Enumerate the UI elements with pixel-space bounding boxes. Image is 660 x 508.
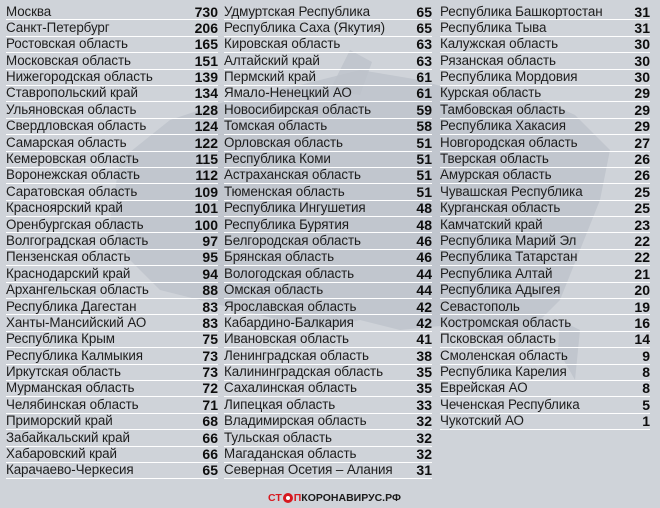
region-name: Республика Крым xyxy=(6,331,115,347)
region-name: Новосибирская область xyxy=(224,101,372,117)
region-name: Мурманская область xyxy=(6,380,135,396)
table-row xyxy=(6,250,218,266)
table-row xyxy=(224,233,432,249)
case-count: 32 xyxy=(416,429,432,446)
table-row xyxy=(6,414,218,430)
region-name: Тульская область xyxy=(224,429,332,445)
region-name: Республика Ингушетия xyxy=(224,200,366,216)
region-name: Красноярский край xyxy=(6,200,123,216)
case-count: 59 xyxy=(416,101,432,118)
table-row xyxy=(224,414,432,430)
table-row xyxy=(6,447,218,463)
region-name: Ханты-Мансийский АО xyxy=(6,314,147,330)
table-row xyxy=(440,217,650,233)
case-count: 35 xyxy=(416,380,432,397)
table-row xyxy=(224,4,432,20)
table-row xyxy=(440,233,650,249)
case-count: 42 xyxy=(416,314,432,331)
region-name: Свердловская область xyxy=(6,118,147,134)
region-name: Республика Адыгея xyxy=(440,282,561,298)
column-3 xyxy=(440,4,650,430)
region-name: Воронежская область xyxy=(6,167,140,183)
table-row xyxy=(224,152,432,168)
case-count: 30 xyxy=(634,36,650,53)
table-row xyxy=(440,266,650,282)
region-name: Иркутская область xyxy=(6,364,121,380)
region-name: Республика Мордовия xyxy=(440,69,578,85)
table-row xyxy=(6,86,218,102)
case-count: 44 xyxy=(416,265,432,282)
region-name: Республика Калмыкия xyxy=(6,347,143,363)
table-row xyxy=(6,315,218,331)
logo-site-text: КОРОНАВИРУС.РФ xyxy=(301,492,401,504)
case-count: 16 xyxy=(634,314,650,331)
case-count: 122 xyxy=(194,134,218,151)
table-row xyxy=(224,266,432,282)
region-name: Амурская область xyxy=(440,167,552,183)
region-name: Ивановская область xyxy=(224,331,349,347)
case-count: 25 xyxy=(634,200,650,217)
case-count: 73 xyxy=(202,347,218,364)
table-row xyxy=(224,332,432,348)
table-row xyxy=(6,37,218,53)
region-name: Тверская область xyxy=(440,151,549,167)
region-name: Чукотский АО xyxy=(440,413,524,429)
case-count: 730 xyxy=(194,3,218,20)
case-count: 32 xyxy=(416,413,432,430)
region-name: Магаданская область xyxy=(224,446,357,462)
region-name: Забайкальский край xyxy=(6,429,130,445)
region-name: Калужская область xyxy=(440,36,559,52)
region-name: Смоленская область xyxy=(440,347,568,363)
region-name: Камчатский край xyxy=(440,216,543,232)
table-row xyxy=(440,315,650,331)
region-name: Псковская область xyxy=(440,331,556,347)
table-row xyxy=(440,70,650,86)
region-name: Севастополь xyxy=(440,298,520,314)
case-count: 8 xyxy=(642,380,650,397)
region-name: Пензенская область xyxy=(6,249,131,265)
region-name: Алтайский край xyxy=(224,52,320,68)
table-row xyxy=(224,365,432,381)
case-count: 72 xyxy=(202,380,218,397)
region-name: Приморский край xyxy=(6,413,113,429)
table-row xyxy=(224,315,432,331)
region-name: Нижегородская область xyxy=(6,69,153,85)
region-name: Республика Дагестан xyxy=(6,298,137,314)
region-name: Республика Бурятия xyxy=(224,216,349,232)
case-count: 63 xyxy=(416,36,432,53)
case-count: 51 xyxy=(416,183,432,200)
case-count: 68 xyxy=(202,413,218,430)
case-count: 48 xyxy=(416,200,432,217)
region-name: Костромская область xyxy=(440,314,572,330)
region-name: Республика Марий Эл xyxy=(440,232,577,248)
region-name: Волгоградская область xyxy=(6,232,149,248)
region-name: Республика Тыва xyxy=(440,19,547,35)
case-count: 44 xyxy=(416,282,432,299)
table-row xyxy=(224,397,432,413)
case-count: 23 xyxy=(634,216,650,233)
table-row xyxy=(6,53,218,69)
region-name: Ямало-Ненецкий АО xyxy=(224,85,352,101)
table-row xyxy=(440,168,650,184)
case-count: 61 xyxy=(416,69,432,86)
table-row xyxy=(6,332,218,348)
table-row xyxy=(6,365,218,381)
case-count: 26 xyxy=(634,151,650,168)
table-row xyxy=(6,463,218,479)
table-row xyxy=(224,53,432,69)
table-row xyxy=(224,283,432,299)
case-count: 75 xyxy=(202,331,218,348)
region-name: Томская область xyxy=(224,118,328,134)
region-name: Москва xyxy=(6,3,52,19)
case-count: 41 xyxy=(416,331,432,348)
table-row xyxy=(224,37,432,53)
table-row xyxy=(440,332,650,348)
table-row xyxy=(6,70,218,86)
case-count: 97 xyxy=(202,232,218,249)
column-1 xyxy=(6,4,218,479)
region-name: Омская область xyxy=(224,282,324,298)
case-count: 66 xyxy=(202,429,218,446)
case-count: 20 xyxy=(634,282,650,299)
case-count: 65 xyxy=(416,19,432,36)
region-name: Ростовская область xyxy=(6,36,128,52)
region-name: Карачаево-Черкесия xyxy=(6,462,134,478)
table-row xyxy=(440,381,650,397)
case-count: 14 xyxy=(634,331,650,348)
region-name: Новгородская область xyxy=(440,134,578,150)
table-row xyxy=(224,381,432,397)
table-row xyxy=(440,135,650,151)
table-row xyxy=(440,397,650,413)
region-name: Ярославская область xyxy=(224,298,357,314)
case-count: 38 xyxy=(416,347,432,364)
case-count: 73 xyxy=(202,364,218,381)
table-row xyxy=(440,184,650,200)
region-name: Чувашская Республика xyxy=(440,183,583,199)
region-name: Кировская область xyxy=(224,36,341,52)
case-count: 21 xyxy=(634,265,650,282)
region-name: Орловская область xyxy=(224,134,343,150)
case-count: 115 xyxy=(195,151,218,168)
table-row xyxy=(224,201,432,217)
region-name: Хабаровский край xyxy=(6,446,117,462)
table-row xyxy=(6,184,218,200)
case-count: 33 xyxy=(416,396,432,413)
region-name: Оренбургская область xyxy=(6,216,144,232)
table-row xyxy=(6,135,218,151)
table-row xyxy=(6,119,218,135)
case-count: 83 xyxy=(202,298,218,315)
region-name: Тамбовская область xyxy=(440,101,566,117)
table-row xyxy=(224,135,432,151)
case-count: 1 xyxy=(642,413,650,430)
table-row xyxy=(224,168,432,184)
table-row xyxy=(6,168,218,184)
table-row xyxy=(6,20,218,36)
case-count: 29 xyxy=(634,85,650,102)
case-count: 29 xyxy=(634,118,650,135)
table-row xyxy=(440,119,650,135)
case-count: 101 xyxy=(194,200,218,217)
case-count: 134 xyxy=(194,85,218,102)
table-row xyxy=(440,102,650,118)
case-count: 22 xyxy=(634,232,650,249)
region-name: Брянская область xyxy=(224,249,334,265)
case-count: 42 xyxy=(416,298,432,315)
case-count: 5 xyxy=(642,396,650,413)
table-row xyxy=(6,430,218,446)
case-count: 46 xyxy=(416,249,432,266)
region-name: Республика Хакасия xyxy=(440,118,566,134)
region-name: Тюменская область xyxy=(224,183,345,199)
table-row xyxy=(440,283,650,299)
table-row xyxy=(224,250,432,266)
table-row xyxy=(6,4,218,20)
region-name: Республика Коми xyxy=(224,151,331,167)
table-row xyxy=(6,102,218,118)
table-row xyxy=(6,283,218,299)
table-row xyxy=(224,102,432,118)
case-count: 32 xyxy=(416,446,432,463)
table-row xyxy=(440,53,650,69)
case-count: 151 xyxy=(194,52,218,69)
table-row xyxy=(224,447,432,463)
table-row xyxy=(6,233,218,249)
virus-icon xyxy=(283,493,293,503)
case-count: 94 xyxy=(202,265,218,282)
table-row xyxy=(440,348,650,364)
case-count: 35 xyxy=(416,364,432,381)
table-row xyxy=(6,201,218,217)
region-name: Республика Карелия xyxy=(440,364,567,380)
region-name: Краснодарский край xyxy=(6,265,131,281)
logo-stop-text-b: П xyxy=(293,492,302,504)
footer-logo xyxy=(268,492,401,504)
region-name: Пермский край xyxy=(224,69,316,85)
table-row xyxy=(224,348,432,364)
table-row xyxy=(224,463,432,479)
case-count: 8 xyxy=(642,364,650,381)
table-row xyxy=(6,217,218,233)
table-row xyxy=(224,119,432,135)
case-count: 128 xyxy=(194,101,218,118)
case-count: 9 xyxy=(642,347,650,364)
table-row xyxy=(440,20,650,36)
case-count: 83 xyxy=(202,314,218,331)
table-row xyxy=(224,299,432,315)
region-name: Архангельская область xyxy=(6,282,149,298)
region-name: Ульяновская область xyxy=(6,101,137,117)
logo-stop-text-a: СТ xyxy=(268,492,282,504)
region-name: Сахалинская область xyxy=(224,380,357,396)
table-row xyxy=(224,217,432,233)
table-row xyxy=(6,266,218,282)
region-name: Астраханская область xyxy=(224,167,361,183)
table-row xyxy=(440,4,650,20)
table-row xyxy=(6,381,218,397)
table-row xyxy=(224,86,432,102)
table-row xyxy=(224,70,432,86)
region-name: Еврейская АО xyxy=(440,380,528,396)
region-name: Курганская область xyxy=(440,200,561,216)
region-name: Республика Саха (Якутия) xyxy=(224,19,386,35)
region-name: Республика Башкортостан xyxy=(440,3,603,19)
case-count: 65 xyxy=(202,462,218,479)
table-row xyxy=(6,348,218,364)
case-count: 25 xyxy=(634,183,650,200)
case-count: 51 xyxy=(416,167,432,184)
region-name: Калининградская область xyxy=(224,364,383,380)
case-count: 139 xyxy=(194,69,218,86)
case-count: 109 xyxy=(194,183,218,200)
table-row xyxy=(440,414,650,430)
table-row xyxy=(224,430,432,446)
case-count: 30 xyxy=(634,52,650,69)
case-count: 63 xyxy=(416,52,432,69)
region-name: Челябинская область xyxy=(6,396,139,412)
region-name: Вологодская область xyxy=(224,265,354,281)
table-row xyxy=(6,299,218,315)
table-row xyxy=(224,184,432,200)
case-count: 51 xyxy=(416,134,432,151)
case-count: 165 xyxy=(194,36,218,53)
table-row xyxy=(440,37,650,53)
region-name: Курская область xyxy=(440,85,542,101)
region-name: Удмуртская Республика xyxy=(224,3,371,19)
table-row xyxy=(440,86,650,102)
table-row xyxy=(224,20,432,36)
table-row xyxy=(440,201,650,217)
region-name: Северная Осетия – Алания xyxy=(224,462,393,478)
case-count: 65 xyxy=(416,3,432,20)
region-name: Саратовская область xyxy=(6,183,138,199)
table-row xyxy=(440,365,650,381)
case-count: 31 xyxy=(634,19,650,36)
case-count: 46 xyxy=(416,232,432,249)
table-row xyxy=(6,152,218,168)
region-name: Ставропольский край xyxy=(6,85,138,101)
column-2 xyxy=(224,4,432,479)
region-name: Чеченская Республика xyxy=(440,396,580,412)
region-name: Московская область xyxy=(6,52,131,68)
case-count: 22 xyxy=(634,249,650,266)
region-name: Белгородская область xyxy=(224,232,361,248)
region-name: Самарская область xyxy=(6,134,127,150)
case-count: 51 xyxy=(416,151,432,168)
case-count: 48 xyxy=(416,216,432,233)
table-row xyxy=(440,299,650,315)
region-name: Санкт-Петербург xyxy=(6,19,110,35)
region-name: Кабардино-Балкария xyxy=(224,314,354,330)
region-name: Владимирская область xyxy=(224,413,367,429)
case-count: 29 xyxy=(634,101,650,118)
region-name: Республика Татарстан xyxy=(440,249,578,265)
case-count: 100 xyxy=(194,216,218,233)
region-name: Республика Алтай xyxy=(440,265,553,281)
case-count: 31 xyxy=(416,462,432,479)
case-count: 26 xyxy=(634,167,650,184)
case-count: 124 xyxy=(194,118,218,135)
case-count: 66 xyxy=(202,446,218,463)
case-count: 31 xyxy=(634,3,650,20)
case-count: 58 xyxy=(416,118,432,135)
case-count: 19 xyxy=(634,298,650,315)
case-count: 61 xyxy=(416,85,432,102)
region-name: Липецкая область xyxy=(224,396,336,412)
case-count: 112 xyxy=(195,167,218,184)
case-count: 30 xyxy=(634,69,650,86)
case-count: 27 xyxy=(634,134,650,151)
table-row xyxy=(6,397,218,413)
region-name: Рязанская область xyxy=(440,52,556,68)
region-name: Ленинградская область xyxy=(224,347,369,363)
table-row xyxy=(440,152,650,168)
case-count: 95 xyxy=(202,249,218,266)
case-count: 206 xyxy=(194,19,218,36)
table-row xyxy=(440,250,650,266)
case-count: 88 xyxy=(202,282,218,299)
case-count: 71 xyxy=(202,396,218,413)
region-name: Кемеровская область xyxy=(6,151,139,167)
